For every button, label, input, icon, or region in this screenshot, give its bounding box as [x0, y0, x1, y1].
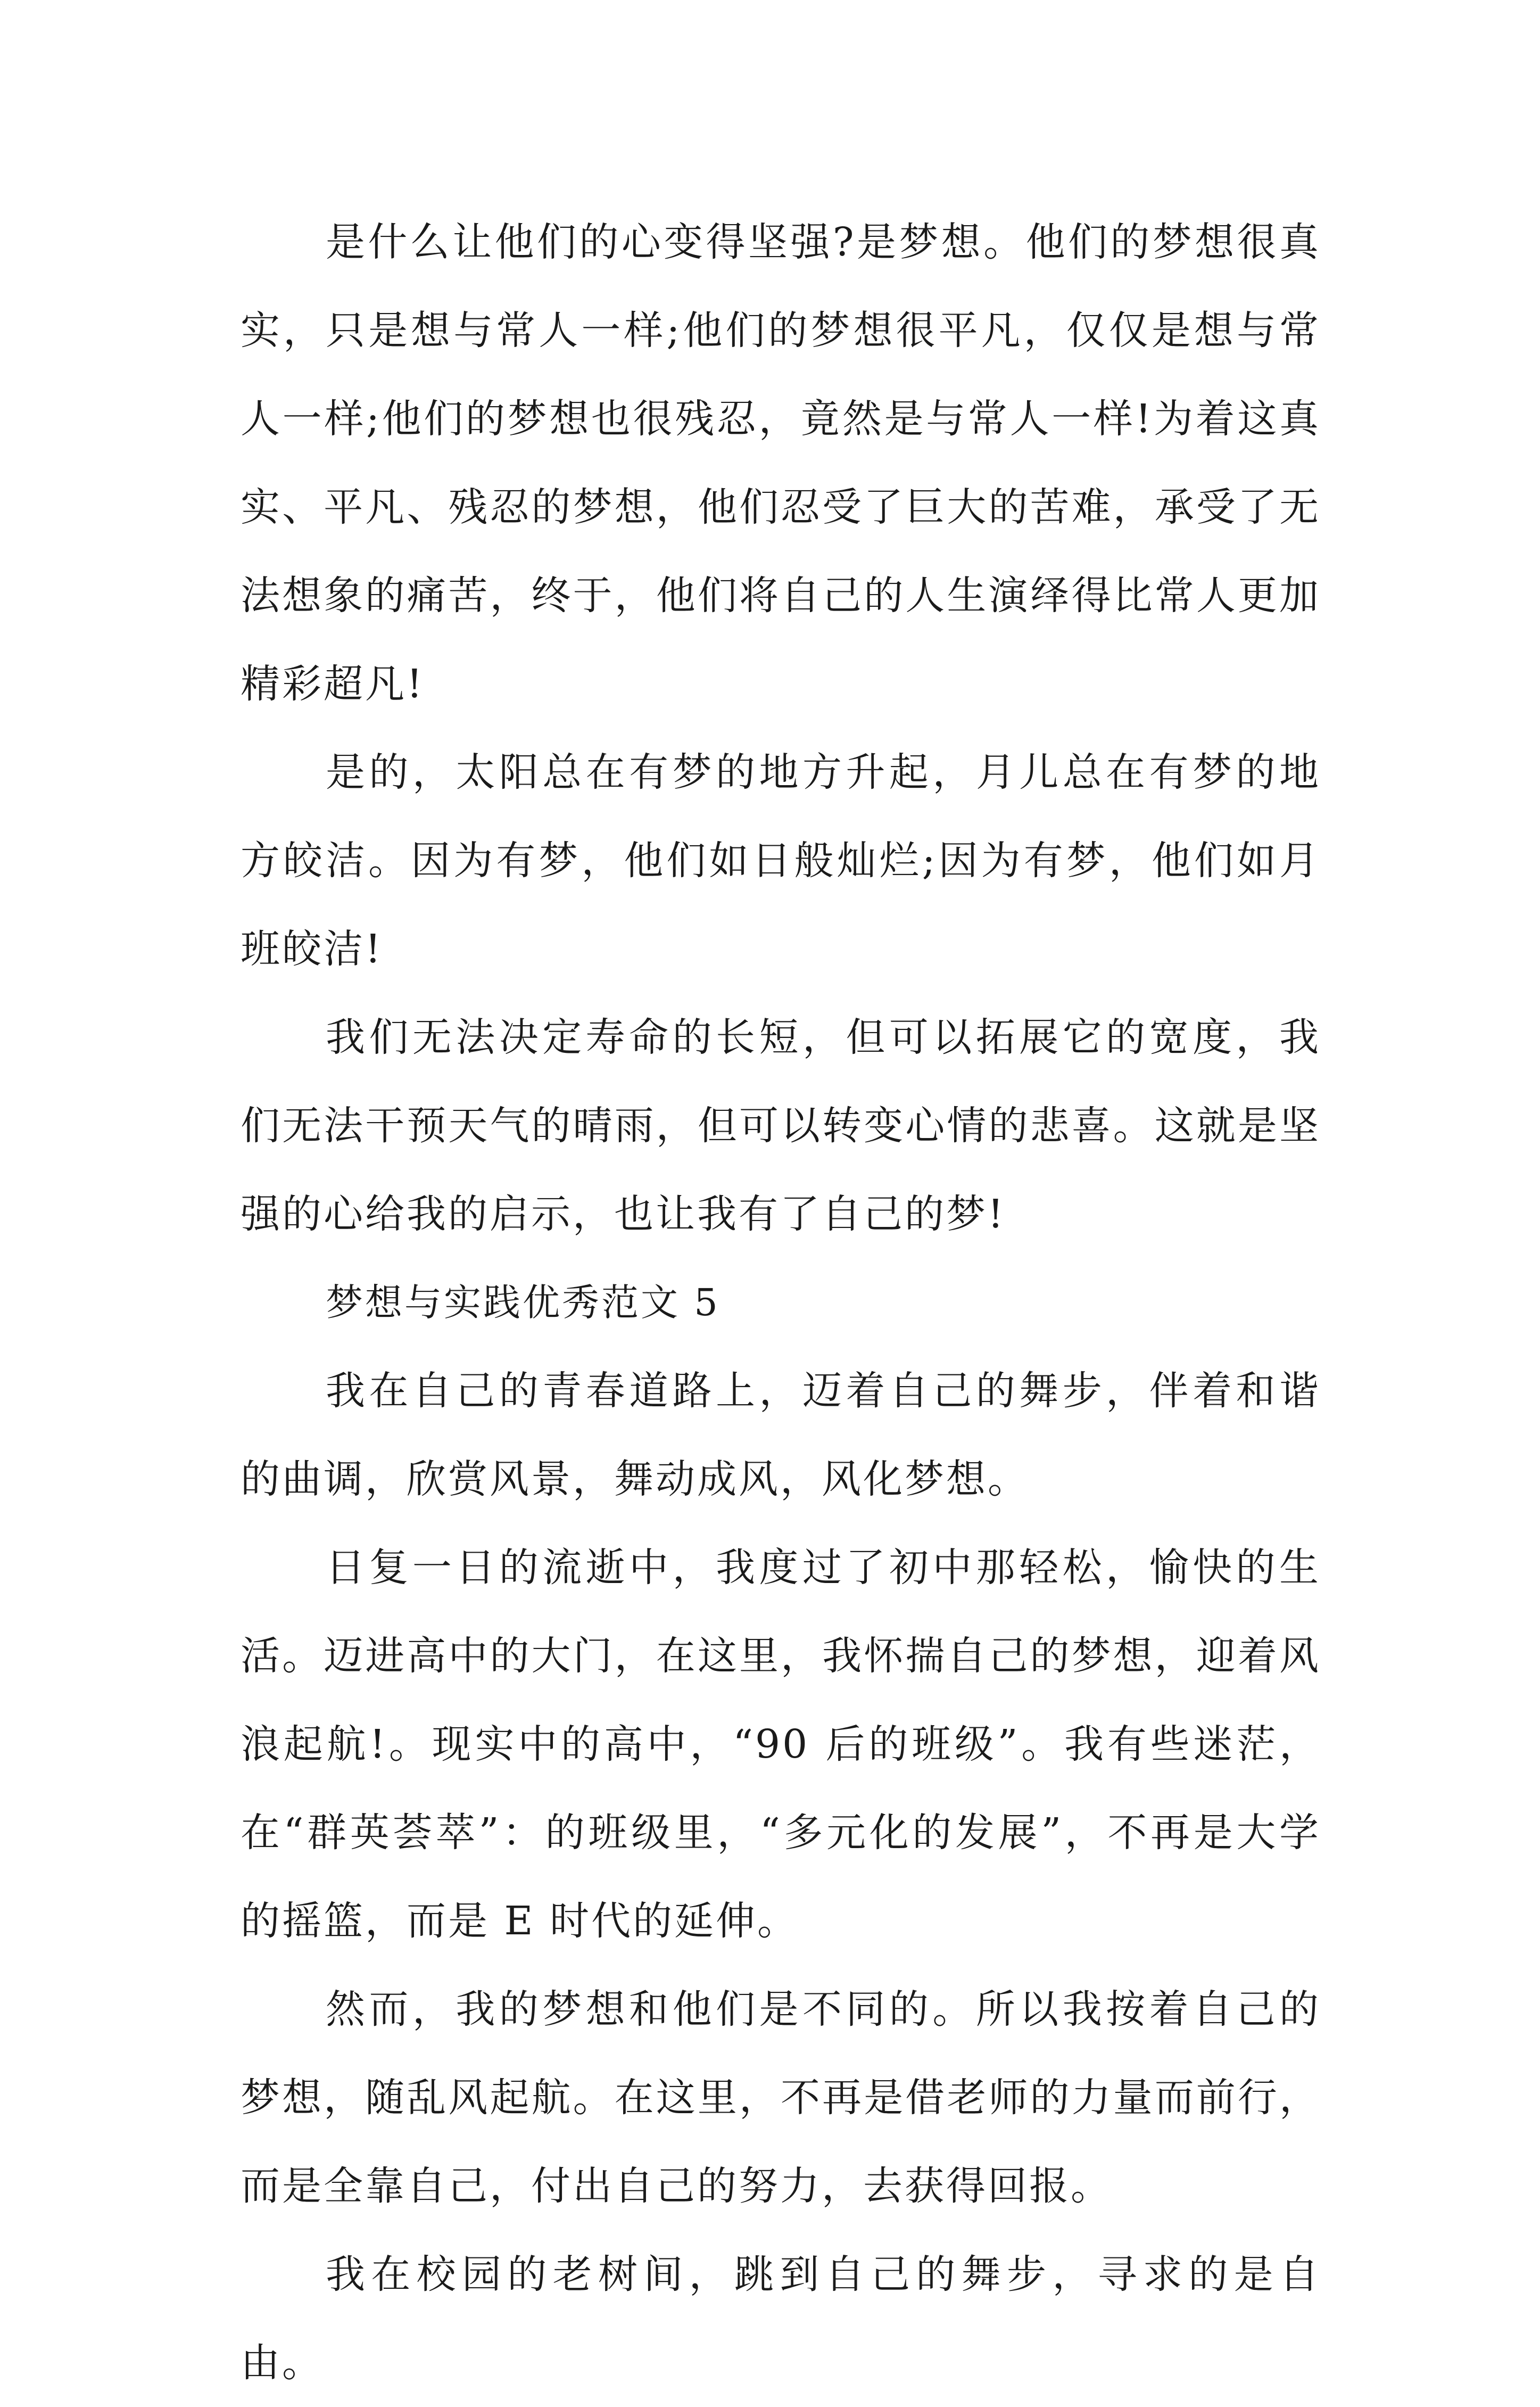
paragraph-sun-moon: 是的，太阳总在有梦的地方升起，月儿总在有梦的地方皎洁。因为有梦，他们如日般灿烂;因为有梦，他们如月班皎洁!	[241, 749, 1321, 972]
paragraph-campus-trees: 我在校园的老树间，跳到自己的舞步，寻求的是自由。	[241, 2252, 1321, 2386]
paragraph-different-dream: 然而，我的梦想和他们是不同的。所以我按着自己的梦想，随乱风起航。在这里，不再是借老师的力量而前行，而是全靠自己，付出自己的努力，去获得回报。	[241, 1986, 1321, 2209]
document-body	[241, 198, 1321, 2407]
paragraph-life-width: 我们无法决定寿命的长短，但可以拓展它的宽度，我们无法干预天气的晴雨，但可以转变心情的悲喜。这就是坚强的心给我的启示，也让我有了自己的梦!	[241, 1015, 1321, 1237]
paragraph-high-school: 日复一日的流逝中，我度过了初中那轻松，愉快的生活。迈进高中的大门，在这里，我怀揣自己的梦想，迎着风浪起航!。现实中的高中，“90 后的班级”。我有些迷茫，在“群英荟萃”：的班级里，“多元化的发展”，不再是大学的摇篮，而是 E 时代的延伸。	[241, 1545, 1321, 1944]
paragraph-dream-strength: 是什么让他们的心变得坚强?是梦想。他们的梦想很真实，只是想与常人一样;他们的梦想很平凡，仅仅是想与常人一样;他们的梦想也很残忍，竟然是与常人一样!为着这真实、平凡、残忍的梦想，他们忍受了巨大的苦难，承受了无法想象的痛苦，终于，他们将自己的人生演绎得比常人更加精彩超凡!	[241, 219, 1321, 707]
paragraph-youth-road: 我在自己的青春道路上，迈着自己的舞步，伴着和谐的曲调，欣赏风景，舞动成风，风化梦想。	[241, 1368, 1321, 1502]
section-title: 梦想与实践优秀范文 5	[326, 1281, 720, 1324]
